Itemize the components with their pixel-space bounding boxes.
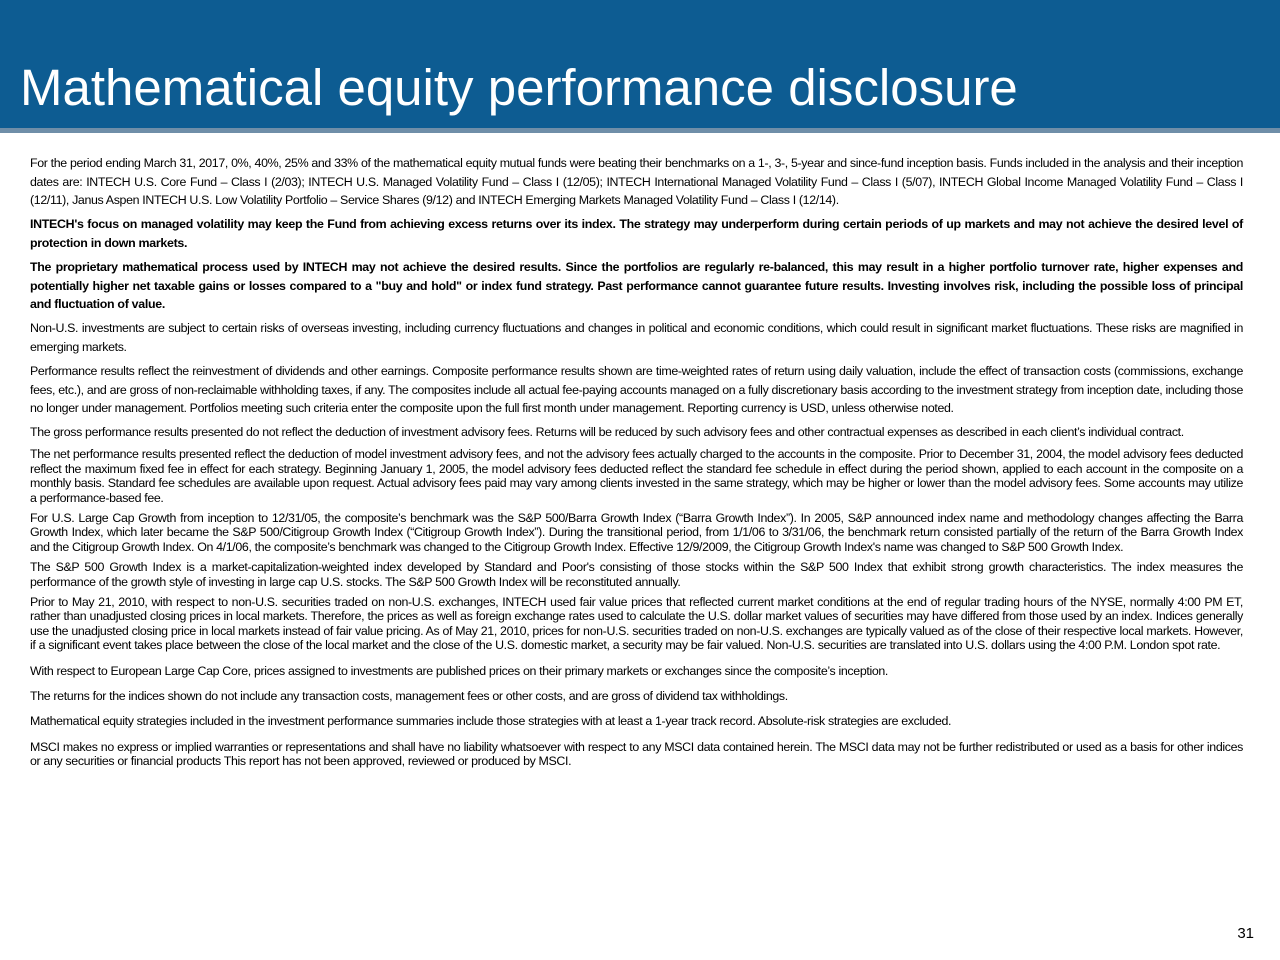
strategies-included-paragraph: Mathematical equity strategies included in the investment performance summaries include those strategies with at least a 1-year track record. Absolute-risk strategies are excluded. xyxy=(30,714,952,729)
msci-disclaimer-paragraph: MSCI makes no express or implied warranties or representations and shall have no liability whatsoever with respect to any MSCI data contained herein. The MSCI data may not be further redistributed or used as a basis for other indices or any securities or financial products This report has not been approved, reviewed or produced by MSCI. xyxy=(30,739,1243,769)
performance-results-paragraph: Performance results reflect the reinvestment of dividends and other earnings. Composite performance results shown are time-weighted rates of return using daily valuation, include the effect of transaction costs (commissions, exchange fees, etc.), and are gross of non-reclaimable withholding taxes, if any. The composites include all actual fee-paying accounts managed on a fully discretionary basis according to the investment strategy from inception date, including those no longer under management. Portfolios meeting such criteria enter the composite upon the full first month under management. Reporting currency is USD, unless otherwise noted. xyxy=(30,363,1243,416)
disclosure-body xyxy=(30,154,1243,775)
title-banner xyxy=(0,0,1280,128)
header-divider xyxy=(0,128,1280,133)
page-number: 31 xyxy=(1237,925,1254,942)
page-title: Mathematical equity performance disclosure xyxy=(20,59,1018,116)
sp500-growth-index-paragraph: The S&P 500 Growth Index is a market-capitalization-weighted index developed by Standard and Poor's consisting of those stocks within the S&P 500 Index that exhibit strong growth characteristics. The index measures the performance of the growth style of investing in large cap U.S. stocks. The S&P 500 Growth Index will be reconstituted annually. xyxy=(30,560,1243,589)
large-cap-growth-benchmark-paragraph: For U.S. Large Cap Growth from inception to 12/31/05, the composite’s benchmark was the S&P 500/Barra Growth Index (“Barra Growth Index”). In 2005, S&P announced index name and methodology changes affecting the Barra Growth Index, which later became the S&P 500/Citigroup Growth Index (“Citigroup Growth Index”). During the transitional period, from 1/1/06 to 3/31/06, the benchmark return consisted partially of the return of the Barra Growth Index and the Citigroup Growth Index. On 4/1/06, the composite’s benchmark was changed to the Citigroup Growth Index. Effective 12/9/2009, the Citigroup Growth Index's name was changed to S&P 500 Growth Index. xyxy=(30,510,1243,554)
non-us-investments-paragraph: Non-U.S. investments are subject to certain risks of overseas investing, including currency fluctuations and changes in political and economic conditions, which could result in significant market fluctuations. These risks are magnified in emerging markets. xyxy=(30,321,1243,354)
fair-value-pricing-paragraph: Prior to May 21, 2010, with respect to non-U.S. securities traded on non-U.S. exchanges, INTECH used fair value prices that reflected current market conditions at the end of regular trading hours of the NYSE, normally 4:00 PM ET, rather than unadjusted closing prices in local markets. Therefore, the prices as well as foreign exchange rates used to calculate the U.S. dollar market values of securities may have differed from those used by an index. Indices generally use the unadjusted closing price in local markets instead of fair value pricing. As of May 21, 2010, prices for non-U.S. securities traded on non-U.S. exchanges are typically valued as of the close of their respective local markets. However, if a significant event takes place between the close of the local market and the close of the U.S. domestic market, a security may be fair valued. Non-U.S. securities are translated into U.S. dollars using the 4:00 P.M. London spot rate. xyxy=(30,594,1243,653)
managed-volatility-risk-paragraph: INTECH's focus on managed volatility may keep the Fund from achieving excess returns over its index. The strategy may underperform during certain periods of up markets and may not achieve the desired level of protection in down markets. xyxy=(30,217,1243,250)
net-performance-paragraph: The net performance results presented reflect the deduction of model investment advisory fees, and not the advisory fees actually charged to the accounts in the composite. Prior to December 31, 2004, the model advisory fees deducted reflect the maximum fixed fee in effect for each strategy. Beginning January 1, 2005, the model advisory fees deducted reflect the standard fee schedule in effect during the period shown, applied to each account in the composite on a monthly basis. Standard fee schedules are available upon request. Actual advisory fees paid may vary among clients invested in the same strategy, which may be higher or lower than the model advisory fees. Some accounts may utilize a performance-based fee. xyxy=(30,447,1243,505)
index-returns-paragraph: The returns for the indices shown do not include any transaction costs, management fees or other costs, and are gross of dividend tax withholdings. xyxy=(30,689,788,703)
european-large-cap-paragraph: With respect to European Large Cap Core, prices assigned to investments are published prices on their primary markets or exchanges since the composite’s inception. xyxy=(30,663,889,678)
mathematical-process-risk-paragraph: The proprietary mathematical process used by INTECH may not achieve the desired results. Since the portfolios are regularly re-balanced, this may result in a higher portfolio turnover rate, higher expenses and potentially higher net taxable gains or losses compared to a "buy and hold" or index fund strategy. Past performance cannot guarantee future results. Investing involves risk, including the possible loss of principal and fluctuation of value. xyxy=(30,259,1243,312)
fund-performance-paragraph: For the period ending March 31, 2017, 0%, 40%, 25% and 33% of the mathematical equity mutual funds were beating their benchmarks on a 1-, 3-, 5-year and since-fund inception basis. Funds included in the analysis and their inception dates are: INTECH U.S. Core Fund – Class I (2/03); INTECH U.S. Managed Volatility Fund – Class I (12/05); INTECH International Managed Volatility Fund – Class I (5/07), INTECH Global Income Managed Volatility Fund – Class I (12/11), Janus Aspen INTECH U.S. Low Volatility Portfolio – Service Shares (9/12) and INTECH Emerging Markets Managed Volatility Fund – Class I (12/14). xyxy=(30,156,1243,208)
gross-performance-paragraph: The gross performance results presented do not reflect the deduction of investment advisory fees. Returns will be reduced by such advisory fees and other contractual expenses as described in each client’s individual contract. xyxy=(30,425,1184,440)
